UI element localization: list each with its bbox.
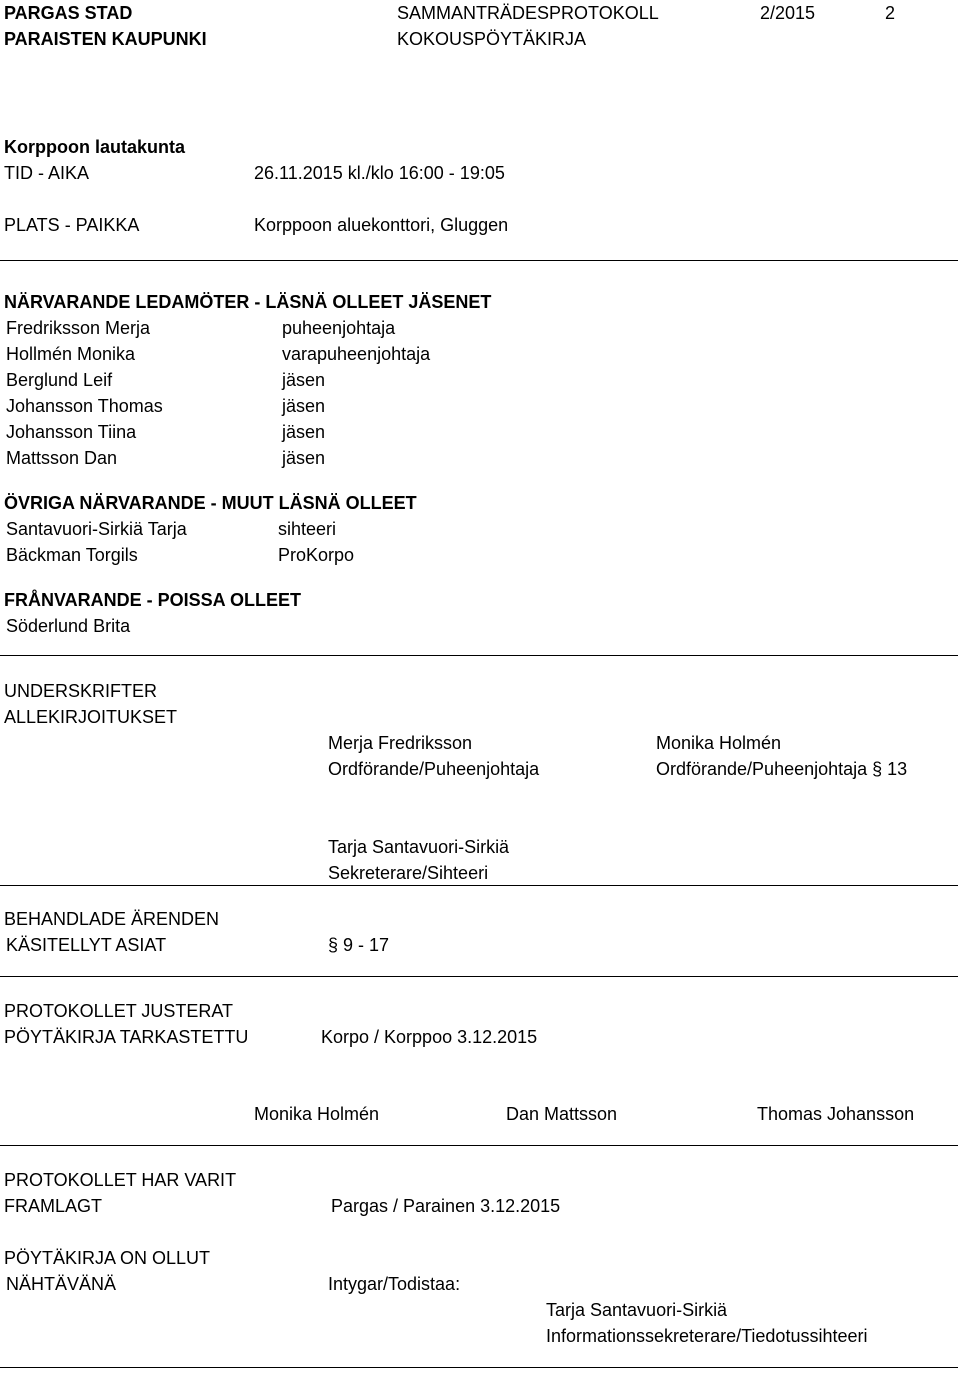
member-role: jäsen <box>282 370 326 390</box>
doc-type-sv: SAMMANTRÄDESPROTOKOLL <box>397 3 659 23</box>
checked-value: Korpo / Korppoo 3.12.2015 <box>321 1027 538 1047</box>
other-name: Santavuori-Sirkiä Tarja <box>6 519 187 539</box>
place-label: PLATS - PAIKKA <box>4 215 140 235</box>
signatures-label-fi: ALLEKIRJOITUKSET <box>4 707 178 727</box>
other-name: Bäckman Torgils <box>6 545 138 565</box>
checker-name: Monika Holmén <box>254 1104 380 1124</box>
members-heading: NÄRVARANDE LEDAMÖTER - LÄSNÄ OLLEET JÄSENET <box>4 292 492 312</box>
board-name: Korppoon lautakunta <box>4 137 185 157</box>
doc-type-fi: KOKOUSPÖYTÄKIRJA <box>397 29 587 49</box>
org-name-fi: PARAISTEN KAUPUNKI <box>4 29 207 49</box>
divider <box>0 655 958 656</box>
member-name: Hollmén Monika <box>6 344 136 364</box>
signatures-label-sv: UNDERSKRIFTER <box>4 681 158 701</box>
place-value: Korppoon aluekonttori, Gluggen <box>254 215 509 235</box>
certifier-name: Tarja Santavuori-Sirkiä <box>546 1300 728 1320</box>
divider <box>0 1145 958 1146</box>
member-role: puheenjohtaja <box>282 318 396 338</box>
signature-name: Monika Holmén <box>656 733 782 753</box>
member-name: Mattsson Dan <box>6 448 118 468</box>
items-label-sv: BEHANDLADE ÄRENDEN <box>4 909 220 929</box>
displayed-label-fi2: NÄHTÄVÄNÄ <box>6 1274 117 1294</box>
member-role: jäsen <box>282 422 326 442</box>
checker-name: Dan Mattsson <box>506 1104 618 1124</box>
member-name: Fredriksson Merja <box>6 318 151 338</box>
divider <box>0 976 958 977</box>
member-role: jäsen <box>282 396 326 416</box>
time-value: 26.11.2015 kl./klo 16:00 - 19:05 <box>254 163 505 183</box>
signature-title: Ordförande/Puheenjohtaja <box>328 759 540 779</box>
signature-name: Tarja Santavuori-Sirkiä <box>328 837 510 857</box>
divider <box>0 1367 958 1368</box>
displayed-label-fi: PÖYTÄKIRJA ON OLLUT <box>4 1248 211 1268</box>
other-role: ProKorpo <box>278 545 355 565</box>
member-role: jäsen <box>282 448 326 468</box>
checker-name: Thomas Johansson <box>757 1104 915 1124</box>
displayed-label-sv2: FRAMLAGT <box>4 1196 103 1216</box>
other-role: sihteeri <box>278 519 337 539</box>
signature-name: Merja Fredriksson <box>328 733 473 753</box>
certifier-title: Informationssekreterare/Tiedotussihteeri <box>546 1326 868 1346</box>
divider <box>0 260 958 261</box>
member-name: Johansson Tiina <box>6 422 137 442</box>
certify-label: Intygar/Todistaa: <box>328 1274 461 1294</box>
others-heading: ÖVRIGA NÄRVARANDE - MUUT LÄSNÄ OLLEET <box>4 493 417 513</box>
divider <box>0 885 958 886</box>
protocol-number: 2/2015 <box>760 3 816 23</box>
time-label: TID - AIKA <box>4 163 90 183</box>
org-name-sv: PARGAS STAD <box>4 3 133 23</box>
absent-name: Söderlund Brita <box>6 616 131 636</box>
displayed-value: Pargas / Parainen 3.12.2015 <box>331 1196 561 1216</box>
member-name: Johansson Thomas <box>6 396 163 416</box>
items-value: § 9 - 17 <box>328 935 390 955</box>
signature-title: Sekreterare/Sihteeri <box>328 863 489 883</box>
checked-label-fi: PÖYTÄKIRJA TARKASTETTU <box>4 1027 249 1047</box>
items-label-fi: KÄSITELLYT ASIAT <box>6 935 167 955</box>
page-number: 2 <box>885 3 896 23</box>
member-name: Berglund Leif <box>6 370 113 390</box>
signature-title: Ordförande/Puheenjohtaja § 13 <box>656 759 908 779</box>
member-role: varapuheenjohtaja <box>282 344 431 364</box>
absent-heading: FRÅNVARANDE - POISSA OLLEET <box>4 590 302 610</box>
checked-label-sv: PROTOKOLLET JUSTERAT <box>4 1001 234 1021</box>
displayed-label-sv: PROTOKOLLET HAR VARIT <box>4 1170 237 1190</box>
